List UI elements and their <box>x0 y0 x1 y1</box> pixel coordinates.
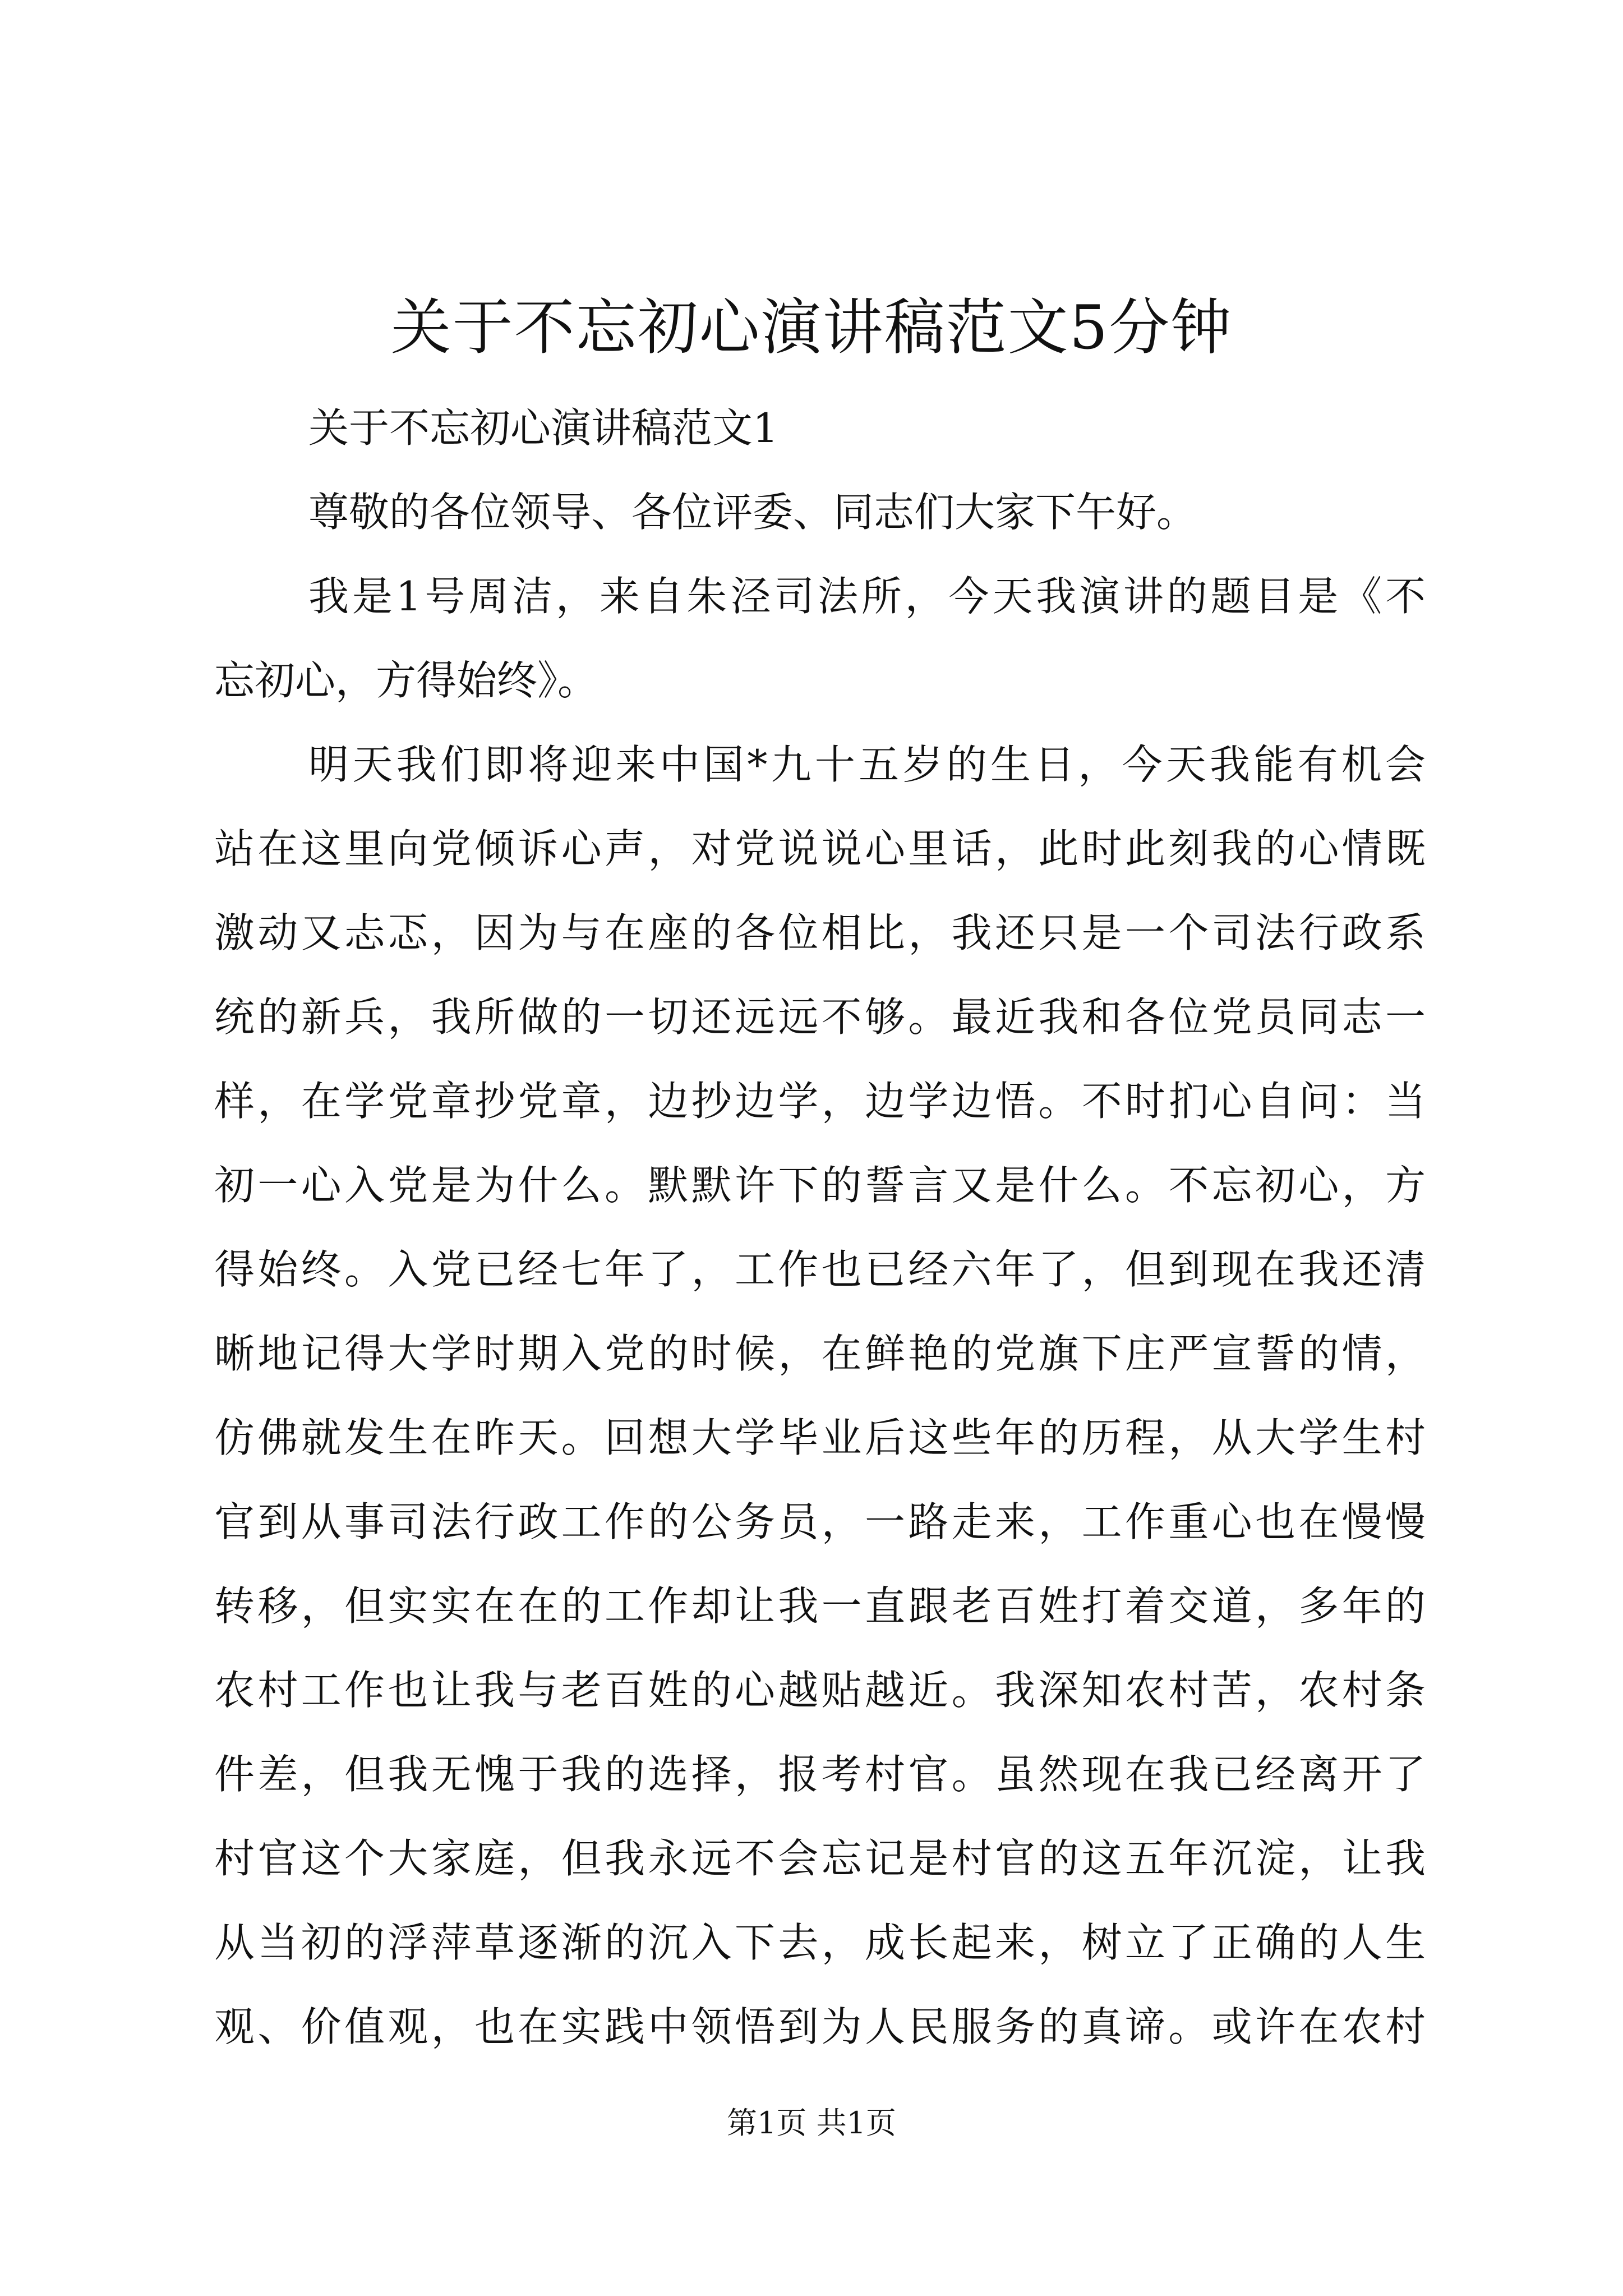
paragraph-line: 明天我们即将迎来中国*九十五岁的生日，今天我能有机会 <box>308 741 1426 788</box>
paragraph-line: 观、价值观，也在实践中领悟到为人民服务的真谛。或许在农村 <box>214 2003 1426 2050</box>
paragraph-line: 官到从事司法行政工作的公务员，一路走来，工作重心也在慢慢 <box>214 1498 1426 1545</box>
paragraph-line: 我是1号周洁，来自朱泾司法所，今天我演讲的题目是《不 <box>308 573 1426 620</box>
paragraph-line: 件差，但我无愧于我的选择，报考村官。虽然现在我已经离开了 <box>214 1751 1426 1798</box>
paragraph-line: 从当初的浮萍草逐渐的沉入下去，成长起来，树立了正确的人生 <box>214 1919 1426 1966</box>
paragraph-line: 得始终。入党已经七年了，工作也已经六年了，但到现在我还清 <box>214 1246 1426 1293</box>
paragraph-line: 农村工作也让我与老百姓的心越贴越近。我深知农村苦，农村条 <box>214 1667 1426 1714</box>
paragraph-line: 站在这里向党倾诉心声，对党说说心里话，此时此刻我的心情既 <box>214 825 1426 872</box>
paragraph-line: 转移，但实实在在的工作却让我一直跟老百姓打着交道，多年的 <box>214 1582 1426 1630</box>
paragraph-line: 尊敬的各位领导、各位评委、同志们大家下午好。 <box>308 489 1197 536</box>
paragraph-line: 激动又忐忑，因为与在座的各位相比，我还只是一个司法行政系 <box>214 909 1426 956</box>
paragraph-line: 村官这个大家庭，但我永远不会忘记是村官的这五年沉淀，让我 <box>214 1835 1426 1882</box>
paragraph-line: 初一心入党是为什么。默默许下的誓言又是什么。不忘初心，方 <box>214 1162 1426 1209</box>
page-number-footer: 第1页 共1页 <box>727 2105 896 2141</box>
paragraph-line: 晰地记得大学时期入党的时候，在鲜艳的党旗下庄严宣誓的情， <box>214 1330 1426 1377</box>
section-heading: 关于不忘初心演讲稿范文1 <box>308 404 778 452</box>
paragraph-line: 忘初心，方得始终》。 <box>214 657 598 704</box>
paragraph-line: 统的新兵，我所做的一切还远远不够。最近我和各位党员同志一 <box>214 993 1426 1041</box>
paragraph-line: 样，在学党章抄党章，边抄边学，边学边悟。不时扪心自问：当 <box>214 1078 1426 1125</box>
document-title: 关于不忘初心演讲稿范文5分钟 <box>390 293 1233 363</box>
paragraph-line: 仿佛就发生在昨天。回想大学毕业后这些年的历程，从大学生村 <box>214 1414 1426 1461</box>
document-body <box>214 386 1426 2069</box>
